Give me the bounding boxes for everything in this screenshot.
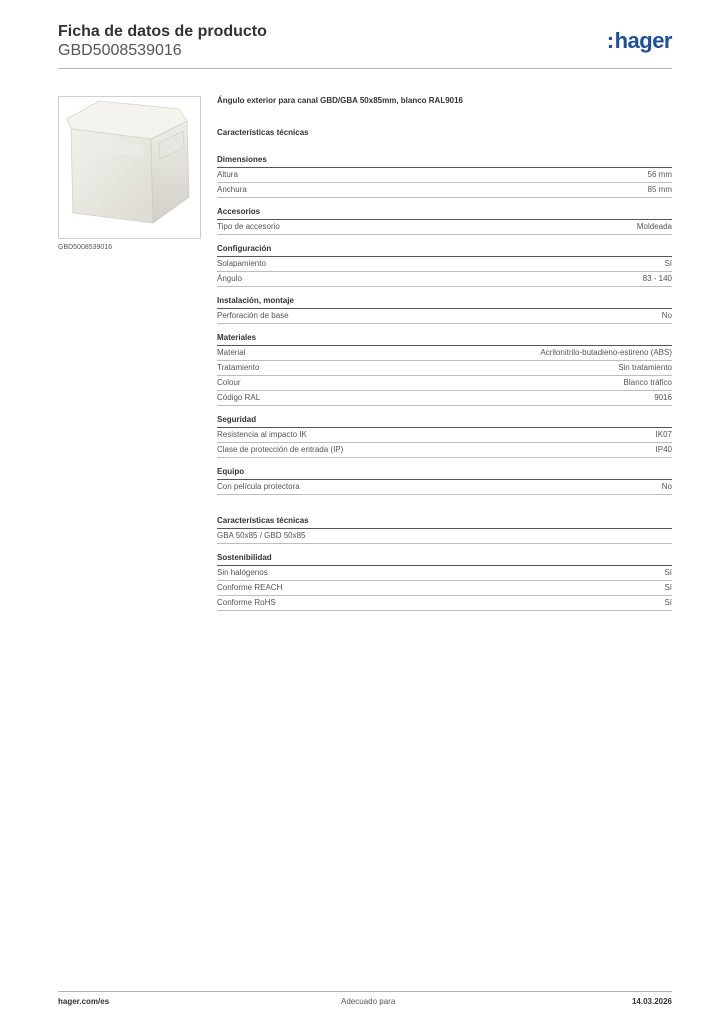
product-image	[58, 96, 201, 239]
spec-row	[217, 480, 672, 495]
spec-label: Sin halógenos	[217, 568, 268, 577]
spec-label: Perforación de base	[217, 311, 289, 320]
spec-value: 85 mm	[647, 185, 672, 194]
spec-section-dimensiones	[217, 154, 672, 198]
corner-angle-image	[59, 97, 200, 238]
section-title: Equipo	[217, 466, 672, 480]
spec-label: Anchura	[217, 185, 247, 194]
logo-text: hager	[614, 28, 672, 53]
section-title: Configuración	[217, 243, 672, 257]
spec-section-configuracion	[217, 243, 672, 287]
spec-label: Colour	[217, 378, 241, 387]
section-title: Instalación, montaje	[217, 295, 672, 309]
spec-value: IK07	[655, 430, 672, 439]
spec-value: Sí	[664, 259, 672, 268]
section-title: Accesorios	[217, 206, 672, 220]
spec-value: Sin tratamiento	[618, 363, 672, 372]
header-divider	[58, 68, 672, 69]
technical-heading: Características técnicas	[217, 128, 309, 137]
product-code: GBD5008539016	[58, 42, 182, 59]
spec-row	[217, 529, 672, 544]
footer-website-link[interactable]: hager.com/es	[58, 997, 110, 1006]
spec-value: Acrilonitrilo-butadieno-estireno (ABS)	[540, 348, 672, 357]
spec-label: GBA 50x85 / GBD 50x85	[217, 531, 306, 540]
section-title: Sostenibilidad	[217, 552, 672, 566]
spec-row	[217, 566, 672, 581]
spec-section-materiales	[217, 332, 672, 406]
spec-label: Material	[217, 348, 246, 357]
spec-row	[217, 168, 672, 183]
footer-date: 14.03.2026	[631, 997, 672, 1006]
spec-value: Sí	[664, 583, 672, 592]
spec-row	[217, 346, 672, 361]
spec-row	[217, 220, 672, 235]
spec-row	[217, 361, 672, 376]
spec-label: Conforme RoHS	[217, 598, 276, 607]
spec-value: 9016	[654, 393, 672, 402]
spec-section-sostenibilidad	[217, 552, 672, 611]
spec-row	[217, 428, 672, 443]
spec-value: Moldeada	[636, 222, 672, 231]
page-header	[58, 22, 672, 60]
spec-value: IP40	[655, 445, 672, 454]
spec-row	[217, 596, 672, 611]
spec-section-seguridad	[217, 414, 672, 458]
spec-row	[217, 272, 672, 287]
spec-value: Sí	[664, 568, 672, 577]
footer-divider	[58, 991, 672, 992]
spec-value: No	[661, 311, 672, 320]
spec-row	[217, 257, 672, 272]
spec-value: 83 - 140	[642, 274, 672, 283]
page-title: Ficha de datos de producto	[58, 23, 267, 40]
spec-label: Tipo de accesorio	[217, 222, 280, 231]
spec-row	[217, 376, 672, 391]
spec-row	[217, 183, 672, 198]
spec-section-equipo	[217, 466, 672, 495]
section-title: Dimensiones	[217, 154, 672, 168]
spec-label: Ángulo	[217, 274, 242, 283]
product-description: Ángulo exterior para canal GBD/GBA 50x85mm, blanco RAL9016	[217, 96, 464, 105]
spec-section-caracteristicas	[217, 515, 672, 544]
spec-row	[217, 391, 672, 406]
spec-label: Con película protectora	[217, 482, 300, 491]
spec-label: Clase de protección de entrada (IP)	[217, 445, 344, 454]
spec-value: Blanco tráfico	[623, 378, 672, 387]
spec-label: Conforme REACH	[217, 583, 283, 592]
section-title: Materiales	[217, 332, 672, 346]
spec-label: Tratamiento	[217, 363, 260, 372]
hager-logo[interactable]: :hager	[606, 28, 672, 53]
spec-label: Solapamiento	[217, 259, 266, 268]
spec-section-accesorios	[217, 206, 672, 235]
spec-value: No	[661, 482, 672, 491]
spec-label: Altura	[217, 170, 238, 179]
spec-content	[217, 96, 672, 619]
spec-value: 56 mm	[647, 170, 672, 179]
spec-section-instalacion	[217, 295, 672, 324]
spec-row	[217, 309, 672, 324]
section-title: Características técnicas	[217, 515, 672, 529]
footer-note: Adecuado para	[341, 997, 396, 1006]
image-caption: GBD5008539016	[58, 244, 113, 251]
spec-label: Código RAL	[217, 393, 261, 402]
spec-value: Sí	[664, 598, 672, 607]
section-title: Seguridad	[217, 414, 672, 428]
spec-row	[217, 443, 672, 458]
spec-row	[217, 581, 672, 596]
spec-label: Resistencia al impacto IK	[217, 430, 307, 439]
